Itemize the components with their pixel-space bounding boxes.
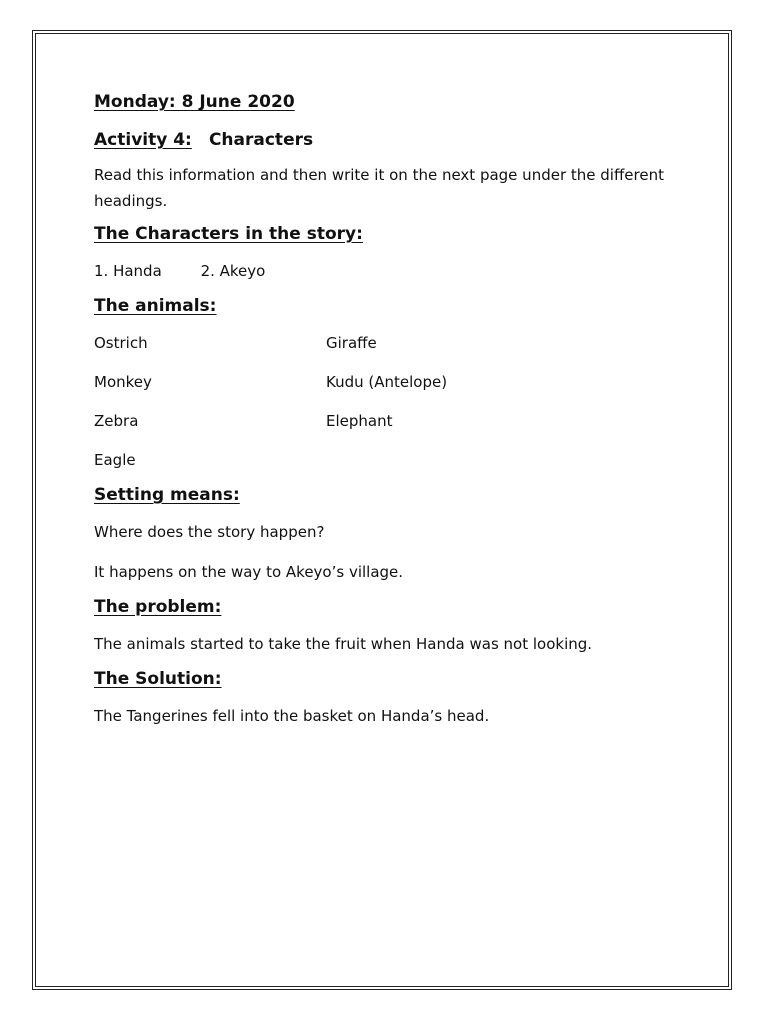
animals-row — [94, 330, 694, 356]
animal-name: Giraffe — [326, 334, 377, 352]
animals-heading: The animals: — [94, 296, 217, 316]
document-content — [94, 88, 694, 729]
character-item: 2. Akeyo — [200, 262, 266, 280]
activity-title: Characters — [208, 130, 314, 150]
intro-text: Read this information and then write it on the next page under the different headings. — [94, 166, 664, 210]
solution-text: The Tangerines fell into the basket on Handa’s head. — [94, 707, 490, 725]
problem-text: The animals started to take the fruit when Handa was not looking. — [94, 635, 593, 653]
animal-name: Elephant — [326, 412, 393, 430]
animal-name: Zebra — [94, 412, 139, 430]
setting-heading: Setting means: — [94, 485, 240, 505]
animal-name: Eagle — [94, 451, 136, 469]
animals-row — [94, 369, 694, 395]
characters-list — [94, 258, 694, 284]
activity-heading — [94, 126, 694, 154]
setting-answer: It happens on the way to Akeyo’s village. — [94, 563, 404, 581]
problem-heading: The problem: — [94, 597, 222, 617]
setting-question: Where does the story happen? — [94, 523, 325, 541]
animals-table — [94, 330, 694, 473]
animal-name: Monkey — [94, 373, 152, 391]
animal-name — [326, 447, 626, 473]
animal-name: Ostrich — [94, 334, 148, 352]
animal-name: Kudu (Antelope) — [326, 373, 448, 391]
solution-heading: The Solution: — [94, 669, 222, 689]
character-item: 1. Handa — [94, 262, 162, 280]
animals-row — [94, 408, 694, 434]
characters-heading: The Characters in the story: — [94, 224, 363, 244]
date-heading: Monday: 8 June 2020 — [94, 92, 295, 112]
animals-row — [94, 447, 694, 473]
activity-label: Activity 4: — [94, 130, 192, 150]
